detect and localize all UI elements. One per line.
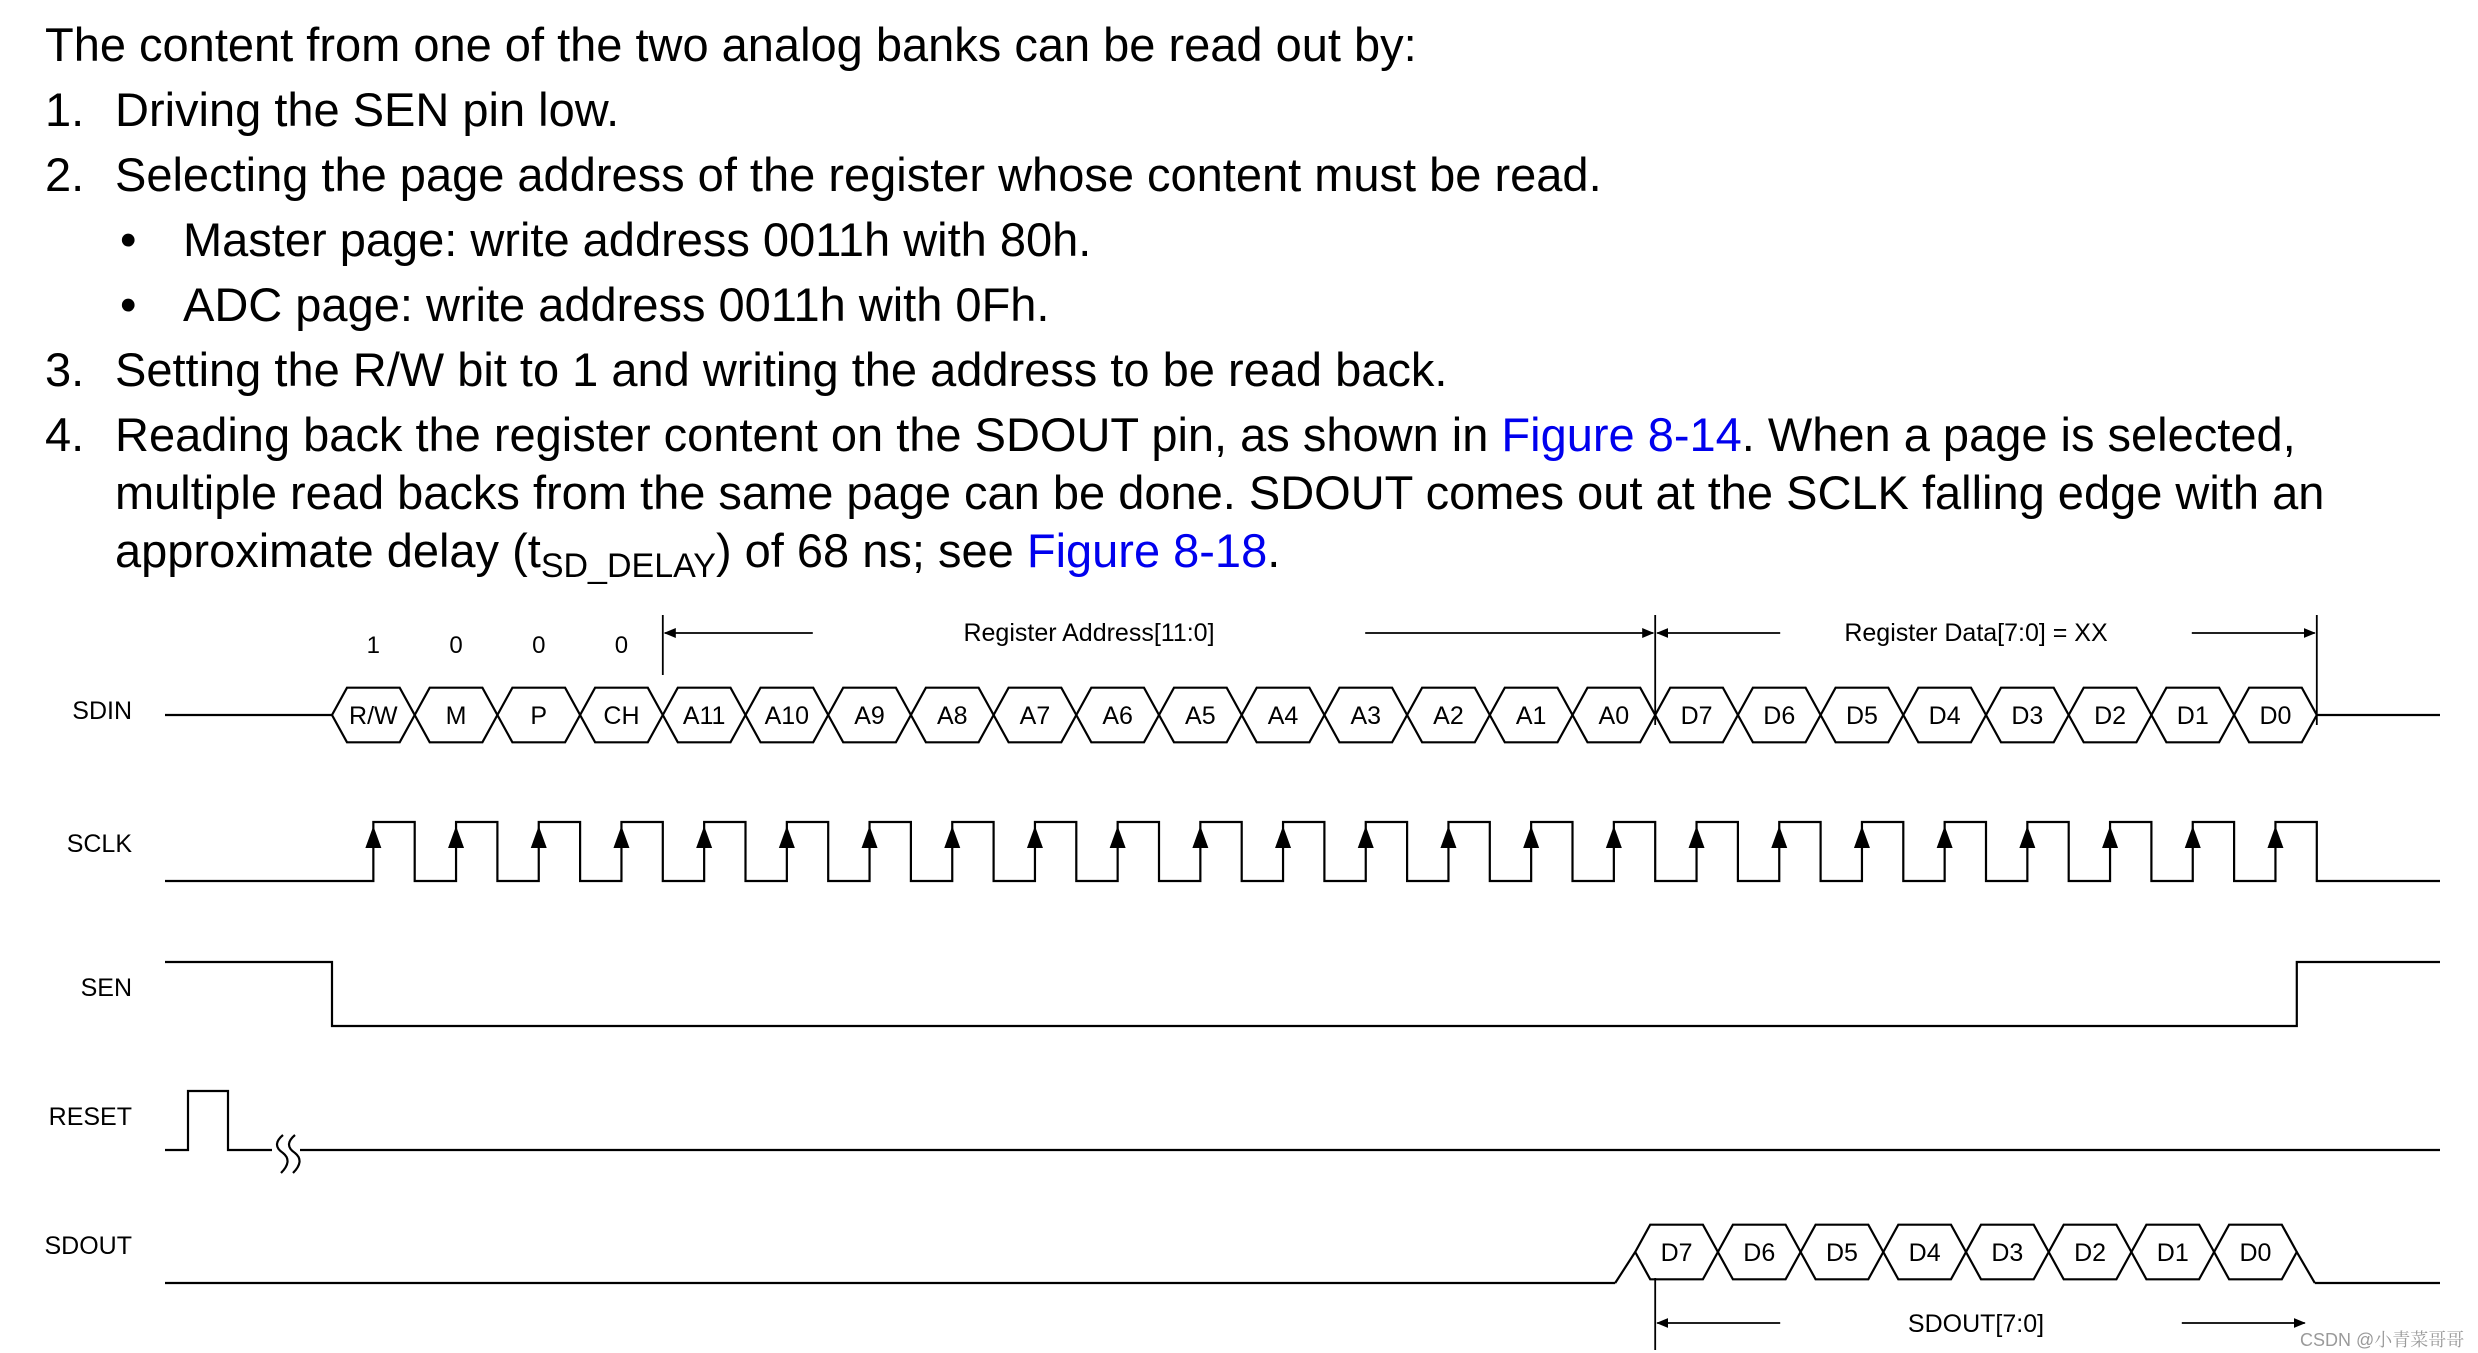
sclk-rising-edge-arrow: [1358, 826, 1374, 848]
step-number: 2.: [45, 148, 85, 201]
sdout-bit-label: D5: [1825, 1239, 1858, 1267]
sdin-bit-label: A4: [1267, 702, 1299, 730]
header-value: 0: [614, 632, 629, 659]
register-data-label: Register Data[7:0] = XX: [1844, 619, 2108, 647]
sclk-rising-edge-arrow: [2267, 826, 2283, 848]
sdin-bit-label: A2: [1433, 702, 1464, 730]
step-text: Selecting the page address of the register whose content must be read.: [115, 148, 1602, 201]
sclk-rising-edge-arrow: [1110, 826, 1126, 848]
sdin-bit-label: R/W: [349, 702, 398, 730]
step-4-text-before: Reading back the register content on the SDOUT pin, as shown in: [115, 408, 1502, 461]
sclk-rising-edge-arrow: [2185, 826, 2201, 848]
sen-waveform: [165, 962, 2440, 1026]
sclk-rising-edge-arrow: [1606, 826, 1622, 848]
sclk-rising-edge-arrow: [1937, 826, 1953, 848]
step-3: [45, 337, 2445, 402]
step-1: [45, 77, 2445, 142]
sub-bullet-master: [45, 207, 2445, 272]
figure-8-14-link[interactable]: Figure 8-14: [1501, 408, 1742, 461]
step-number: 4.: [45, 408, 85, 461]
sdin-bit-label: D5: [1845, 702, 1878, 730]
sdin-bit-label: A9: [854, 702, 885, 730]
sdin-bit-label: P: [530, 702, 548, 730]
sdin-bit-label: D7: [1680, 702, 1713, 730]
bullet-text: Master page: write address 0011h with 80h.: [183, 213, 1092, 266]
sdout-range-label: SDOUT[7:0]: [1907, 1310, 2045, 1338]
intro-line: [45, 12, 2445, 77]
step-4-continuation: multiple read backs from the same page can be done. SDOUT comes out at the SCLK falling edge with an: [115, 466, 2325, 519]
sdin-bit-label: M: [445, 702, 467, 730]
sdin-bit-label: D3: [2011, 702, 2044, 730]
sclk-rising-edge-arrow: [696, 826, 712, 848]
sdin-bit-label: D4: [1928, 702, 1961, 730]
sdin-bit-label: D6: [1763, 702, 1796, 730]
sclk-rising-edge-arrow: [1689, 826, 1705, 848]
sclk-rising-edge-arrow: [862, 826, 878, 848]
sdout-bit-label: D0: [2239, 1239, 2272, 1267]
sclk-rising-edge-arrow: [944, 826, 960, 848]
sdin-bit-label: A0: [1598, 702, 1630, 730]
sdin-bit-label: D2: [2094, 702, 2127, 730]
sub-bullet-adc: [45, 272, 2445, 337]
step-text: Setting the R/W bit to 1 and writing the address to be read back.: [115, 343, 1448, 396]
step-4-line-3: [45, 518, 2445, 585]
sclk-rising-edge-arrow: [1027, 826, 1043, 848]
sdin-bit-label: A8: [936, 702, 968, 730]
sdin-bit-label: A11: [682, 702, 726, 730]
signal-label-sdin: SDIN: [72, 697, 132, 725]
delay-text-mid: ) of 68 ns; see: [715, 524, 1027, 577]
sdout-bit-label: D1: [2156, 1239, 2189, 1267]
delay-text-end: .: [1267, 524, 1281, 577]
delay-text-before: approximate delay (t: [115, 524, 541, 577]
step-4-line-2: [45, 460, 2445, 518]
sclk-rising-edge-arrow: [2019, 826, 2035, 848]
sdin-bit-label: D1: [2176, 702, 2209, 730]
sclk-rising-edge-arrow: [448, 826, 464, 848]
step-number: 1.: [45, 83, 85, 136]
sclk-rising-edge-arrow: [1771, 826, 1787, 848]
sdout-bit-label: D2: [2074, 1239, 2107, 1267]
sdin-bit-label: A3: [1350, 702, 1382, 730]
signal-label-reset: RESET: [48, 1103, 132, 1131]
figure-8-18-link[interactable]: Figure 8-18: [1026, 524, 1268, 577]
sdin-bit-label: A1: [1515, 702, 1547, 730]
bullet-symbol: •: [120, 213, 137, 266]
sclk-rising-edge-arrow: [1854, 826, 1870, 848]
sclk-rising-edge-arrow: [779, 826, 795, 848]
step-number: 3.: [45, 343, 85, 396]
header-value: 0: [449, 632, 463, 659]
sdout-transition-out: [2297, 1252, 2315, 1283]
reset-break-icon: [277, 1135, 300, 1173]
step-text: Driving the SEN pin low.: [115, 83, 620, 136]
sclk-rising-edge-arrow: [1192, 826, 1208, 848]
sdin-bit-label: A6: [1102, 702, 1133, 730]
sdin-bit-label: D0: [2259, 702, 2292, 730]
intro-text: The content from one of the two analog banks can be read out by:: [45, 18, 1417, 71]
sdin-bit-label: A10: [764, 702, 810, 730]
sdout-bit-label: D3: [1991, 1239, 2024, 1267]
timing-diagram: [0, 595, 2478, 1353]
bullet-symbol: •: [120, 278, 137, 331]
instructions-text: [45, 12, 2445, 585]
sdout-transition-in: [1615, 1252, 1635, 1283]
sdin-bit-label: CH: [603, 702, 640, 730]
header-value: 1: [366, 632, 381, 659]
sdout-bit-label: D4: [1908, 1239, 1941, 1267]
sdin-bit-label: A5: [1185, 702, 1216, 730]
step-4-text-after: . When a page is selected,: [1741, 408, 2296, 461]
step-4-last-line: [115, 518, 1280, 599]
step-4: [45, 402, 2445, 460]
sdout-bit-label: D6: [1743, 1239, 1776, 1267]
sclk-rising-edge-arrow: [1440, 826, 1456, 848]
sclk-rising-edge-arrow: [2102, 826, 2118, 848]
signal-label-sclk: SCLK: [66, 830, 132, 858]
step-text: [115, 402, 2296, 467]
reset-pulse: [165, 1091, 272, 1150]
signal-label-sen: SEN: [80, 974, 132, 1002]
delay-subscript: SD_DELAY: [540, 547, 716, 585]
sdout-bit-label: D7: [1660, 1239, 1693, 1267]
watermark-text: CSDN @小青菜哥哥: [2300, 1330, 2465, 1350]
header-value: 0: [532, 632, 546, 659]
sclk-waveform: [165, 822, 2440, 881]
sclk-rising-edge-arrow: [1523, 826, 1539, 848]
signal-label-sdout: SDOUT: [44, 1232, 132, 1260]
sclk-rising-edge-arrow: [531, 826, 547, 848]
sclk-rising-edge-arrow: [1275, 826, 1291, 848]
sclk-rising-edge-arrow: [365, 826, 381, 848]
step-2: [45, 142, 2445, 207]
sdin-bit-label: A7: [1019, 702, 1051, 730]
bullet-text: ADC page: write address 0011h with 0Fh.: [183, 278, 1050, 331]
sclk-rising-edge-arrow: [613, 826, 629, 848]
register-address-label: Register Address[11:0]: [963, 619, 1215, 647]
